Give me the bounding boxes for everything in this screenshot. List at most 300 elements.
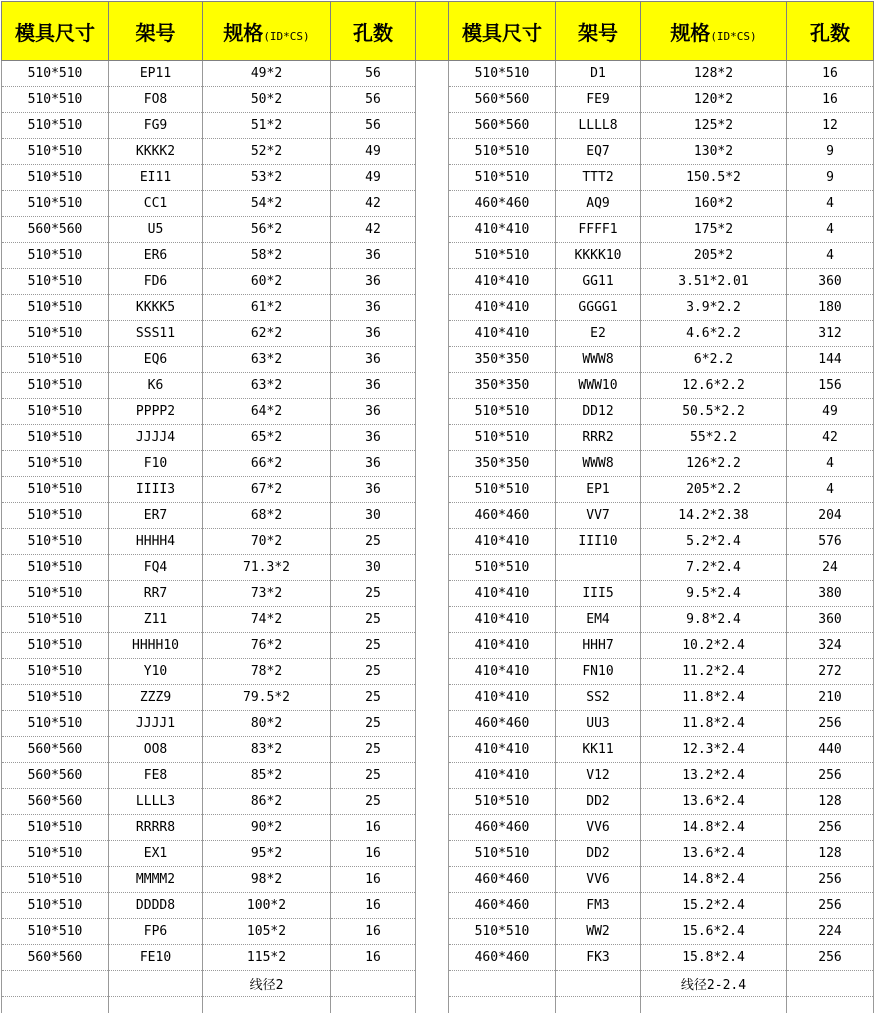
left-rack-no-cell: FQ4: [109, 555, 203, 581]
left-rack-no-cell: ZZZ9: [109, 685, 203, 711]
gap-cell: [416, 789, 449, 815]
right-spec-cell: 11.8*2.4: [641, 685, 787, 711]
right-spec-cell: 125*2: [641, 113, 787, 139]
gap-cell: [416, 61, 449, 87]
table-row: [2, 763, 874, 789]
left-mold-size-cell: 510*510: [2, 269, 109, 295]
right-mold-size-cell: 410*410: [449, 295, 556, 321]
right-hole-count-cell: 256: [787, 867, 874, 893]
gap-cell: [416, 217, 449, 243]
left-mold-size-cell: 560*560: [2, 945, 109, 971]
right-hole-count-cell: 9: [787, 165, 874, 191]
right-mold-size-cell: 510*510: [449, 919, 556, 945]
right-hole-count-cell: 224: [787, 919, 874, 945]
right-spec-cell: 13.6*2.4: [641, 789, 787, 815]
right-spec-cell: 9.5*2.4: [641, 581, 787, 607]
header-spec-right: [641, 2, 787, 61]
left-rack-no-cell: EP11: [109, 61, 203, 87]
left-rack-no-cell: F10: [109, 451, 203, 477]
right-rack-no-cell: E2: [556, 321, 641, 347]
left-hole-count-cell: 36: [331, 321, 416, 347]
right-mold-size-cell: 410*410: [449, 659, 556, 685]
table-row: [2, 555, 874, 581]
right-spec-cell: 13.6*2.4: [641, 841, 787, 867]
left-mold-size-cell: 560*560: [2, 763, 109, 789]
table-row: [2, 347, 874, 373]
left-spec-cell: 52*2: [203, 139, 331, 165]
gap-cell: [416, 399, 449, 425]
right-rack-no-cell: FK3: [556, 945, 641, 971]
left-mold-size-cell: 510*510: [2, 867, 109, 893]
table-row: [2, 425, 874, 451]
gap-cell: [416, 945, 449, 971]
left-mold-size-cell: 510*510: [2, 633, 109, 659]
right-spec-cell: 205*2.2: [641, 477, 787, 503]
right-spec-cell: 205*2: [641, 243, 787, 269]
gap-cell: [416, 165, 449, 191]
left-mold-size-cell: 560*560: [2, 789, 109, 815]
right-mold-size-cell: 410*410: [449, 217, 556, 243]
left-rack-no-cell: CC1: [109, 191, 203, 217]
right-rack-no-cell: [556, 555, 641, 581]
right-mold-size-cell: 460*460: [449, 191, 556, 217]
left-mold-size-cell: 510*510: [2, 113, 109, 139]
right-spec-cell: 10.2*2.4: [641, 633, 787, 659]
left-spec-cell: 67*2: [203, 477, 331, 503]
left-mold-size-cell: 560*560: [2, 217, 109, 243]
right-mold-size-cell: 460*460: [449, 711, 556, 737]
left-spec-cell: 53*2: [203, 165, 331, 191]
right-hole-count-cell: 4: [787, 477, 874, 503]
right-hole-count-cell: 440: [787, 737, 874, 763]
left-spec-cell: 68*2: [203, 503, 331, 529]
right-mold-size-cell: 560*560: [449, 87, 556, 113]
right-mold-size-cell: 410*410: [449, 685, 556, 711]
table-row: [2, 243, 874, 269]
header-rack-no-right: 架号: [556, 2, 641, 61]
right-spec-cell: 150.5*2: [641, 165, 787, 191]
left-hole-count-cell: 36: [331, 347, 416, 373]
left-spec-cell: 62*2: [203, 321, 331, 347]
left-hole-count-cell: 36: [331, 477, 416, 503]
right-mold-size-cell: 510*510: [449, 243, 556, 269]
right-spec-cell: 14.2*2.38: [641, 503, 787, 529]
right-rack-no-cell: EM4: [556, 607, 641, 633]
right-rack-no-cell: FFFF1: [556, 217, 641, 243]
left-rack-no-cell: FG9: [109, 113, 203, 139]
right-rack-no-cell: DD12: [556, 399, 641, 425]
left-hole-count-cell: 36: [331, 425, 416, 451]
right-hole-count-cell: 24: [787, 555, 874, 581]
table-row: [2, 633, 874, 659]
left-hole-count-cell: 42: [331, 191, 416, 217]
right-hole-count-cell: 256: [787, 815, 874, 841]
left-mold-size-cell: 510*510: [2, 607, 109, 633]
right-mold-size-cell: 560*560: [449, 113, 556, 139]
table-row: [2, 607, 874, 633]
table-row: [2, 737, 874, 763]
right-mold-size-cell: 410*410: [449, 763, 556, 789]
left-rack-no-cell: KKKK2: [109, 139, 203, 165]
left-mold-size-cell: 510*510: [2, 425, 109, 451]
right-hole-count-cell: 128: [787, 789, 874, 815]
right-rack-no-cell: LLLL8: [556, 113, 641, 139]
left-spec-cell: 86*2: [203, 789, 331, 815]
right-spec-cell: 128*2: [641, 61, 787, 87]
gap-cell: [416, 737, 449, 763]
gap-cell: [416, 373, 449, 399]
left-rack-no-cell: JJJJ4: [109, 425, 203, 451]
right-hole-count-cell: 360: [787, 269, 874, 295]
right-hole-count-cell: 12: [787, 113, 874, 139]
gap-cell: [416, 841, 449, 867]
right-rack-no-cell: HHH7: [556, 633, 641, 659]
left-mold-size-cell: 510*510: [2, 893, 109, 919]
left-rack-no-cell: K6: [109, 373, 203, 399]
right-hole-count-cell: 144: [787, 347, 874, 373]
left-hole-count-cell: 16: [331, 893, 416, 919]
gap-cell: [416, 633, 449, 659]
right-mold-size-cell: 510*510: [449, 477, 556, 503]
right-rack-no-cell: FE9: [556, 87, 641, 113]
left-rack-no-cell: RR7: [109, 581, 203, 607]
right-rack-no-cell: WWW10: [556, 373, 641, 399]
left-rack-no-cell: EI11: [109, 165, 203, 191]
header-spec-sub: (ID*CS): [710, 30, 756, 43]
gap-cell: [416, 659, 449, 685]
right-spec-cell: 3.51*2.01: [641, 269, 787, 295]
left-hole-count-cell: 25: [331, 711, 416, 737]
left-spec-cell: 71.3*2: [203, 555, 331, 581]
header-spec-sub: (ID*CS): [263, 30, 309, 43]
left-rack-no-cell: JJJJ1: [109, 711, 203, 737]
right-hole-count-cell: 128: [787, 841, 874, 867]
left-hole-count-cell: 36: [331, 243, 416, 269]
table-row: [2, 867, 874, 893]
left-spec-cell: 95*2: [203, 841, 331, 867]
right-hole-count-cell: 380: [787, 581, 874, 607]
right-mold-size-cell: 410*410: [449, 607, 556, 633]
right-hole-count-cell: 4: [787, 217, 874, 243]
header-row: [2, 2, 874, 61]
left-hole-count-cell: 30: [331, 503, 416, 529]
left-rack-no-cell: OO8: [109, 737, 203, 763]
right-spec-cell: 5.2*2.4: [641, 529, 787, 555]
right-rack-no-cell: GGGG1: [556, 295, 641, 321]
left-mold-size-cell: 510*510: [2, 347, 109, 373]
right-rack-no-cell: GG11: [556, 269, 641, 295]
right-hole-count-cell: 49: [787, 399, 874, 425]
left-mold-size-cell: 510*510: [2, 321, 109, 347]
left-hole-count-cell: 36: [331, 269, 416, 295]
right-rack-no-cell: UU3: [556, 711, 641, 737]
table-row: [2, 815, 874, 841]
right-rack-no-cell: WW2: [556, 919, 641, 945]
left-mold-size-cell: 510*510: [2, 919, 109, 945]
left-spec-cell: 80*2: [203, 711, 331, 737]
left-rack-no-cell: FP6: [109, 919, 203, 945]
left-hole-count-cell: 16: [331, 815, 416, 841]
gap-cell: [416, 711, 449, 737]
footer-right-note: 线径2-2.4: [641, 971, 787, 997]
right-hole-count-cell: 360: [787, 607, 874, 633]
table-row: [2, 477, 874, 503]
right-mold-size-cell: 410*410: [449, 269, 556, 295]
left-mold-size-cell: 510*510: [2, 243, 109, 269]
right-mold-size-cell: 350*350: [449, 347, 556, 373]
gap-cell: [416, 87, 449, 113]
left-rack-no-cell: LLLL3: [109, 789, 203, 815]
left-rack-no-cell: RRRR8: [109, 815, 203, 841]
right-hole-count-cell: 256: [787, 763, 874, 789]
right-mold-size-cell: 410*410: [449, 737, 556, 763]
right-hole-count-cell: 4: [787, 451, 874, 477]
left-spec-cell: 115*2: [203, 945, 331, 971]
left-hole-count-cell: 16: [331, 919, 416, 945]
right-spec-cell: 12.3*2.4: [641, 737, 787, 763]
right-hole-count-cell: 4: [787, 191, 874, 217]
left-hole-count-cell: 56: [331, 113, 416, 139]
left-hole-count-cell: 25: [331, 659, 416, 685]
right-rack-no-cell: EP1: [556, 477, 641, 503]
table-row: [2, 373, 874, 399]
left-hole-count-cell: 56: [331, 61, 416, 87]
gap-cell: [416, 581, 449, 607]
left-spec-cell: 66*2: [203, 451, 331, 477]
right-rack-no-cell: V12: [556, 763, 641, 789]
right-spec-cell: 175*2: [641, 217, 787, 243]
left-spec-cell: 65*2: [203, 425, 331, 451]
right-rack-no-cell: D1: [556, 61, 641, 87]
gap-cell: [416, 295, 449, 321]
table-row: [2, 217, 874, 243]
left-mold-size-cell: 510*510: [2, 373, 109, 399]
right-hole-count-cell: 4: [787, 243, 874, 269]
table-row: [2, 919, 874, 945]
right-spec-cell: 14.8*2.4: [641, 867, 787, 893]
right-hole-count-cell: 16: [787, 87, 874, 113]
left-mold-size-cell: 510*510: [2, 711, 109, 737]
left-rack-no-cell: EX1: [109, 841, 203, 867]
right-spec-cell: 120*2: [641, 87, 787, 113]
right-hole-count-cell: 9: [787, 139, 874, 165]
left-hole-count-cell: 49: [331, 165, 416, 191]
left-rack-no-cell: FE8: [109, 763, 203, 789]
left-hole-count-cell: 25: [331, 581, 416, 607]
left-mold-size-cell: 510*510: [2, 555, 109, 581]
table-row: [2, 113, 874, 139]
footer-note-row: [2, 971, 874, 997]
right-mold-size-cell: 410*410: [449, 633, 556, 659]
gap-cell: [416, 451, 449, 477]
left-spec-cell: 73*2: [203, 581, 331, 607]
gap-cell: [416, 191, 449, 217]
left-mold-size-cell: 510*510: [2, 399, 109, 425]
left-spec-cell: 79.5*2: [203, 685, 331, 711]
right-spec-cell: 14.8*2.4: [641, 815, 787, 841]
table-row: [2, 295, 874, 321]
left-rack-no-cell: EQ6: [109, 347, 203, 373]
left-hole-count-cell: 25: [331, 789, 416, 815]
table-row: [2, 269, 874, 295]
right-rack-no-cell: SS2: [556, 685, 641, 711]
left-rack-no-cell: ER7: [109, 503, 203, 529]
gap-cell: [416, 893, 449, 919]
table-row: [2, 841, 874, 867]
left-spec-cell: 78*2: [203, 659, 331, 685]
left-mold-size-cell: 510*510: [2, 139, 109, 165]
left-mold-size-cell: 560*560: [2, 737, 109, 763]
left-mold-size-cell: 510*510: [2, 87, 109, 113]
right-mold-size-cell: 460*460: [449, 945, 556, 971]
left-rack-no-cell: Z11: [109, 607, 203, 633]
left-spec-cell: 60*2: [203, 269, 331, 295]
table-row: [2, 399, 874, 425]
left-mold-size-cell: 510*510: [2, 685, 109, 711]
left-hole-count-cell: 49: [331, 139, 416, 165]
table-row: [2, 529, 874, 555]
right-hole-count-cell: 180: [787, 295, 874, 321]
right-spec-cell: 160*2: [641, 191, 787, 217]
right-mold-size-cell: 510*510: [449, 789, 556, 815]
gap-cell: [416, 763, 449, 789]
right-spec-cell: 15.6*2.4: [641, 919, 787, 945]
left-mold-size-cell: 510*510: [2, 841, 109, 867]
gap-cell: [416, 139, 449, 165]
left-mold-size-cell: 510*510: [2, 815, 109, 841]
left-hole-count-cell: 25: [331, 607, 416, 633]
right-mold-size-cell: 460*460: [449, 893, 556, 919]
right-spec-cell: 9.8*2.4: [641, 607, 787, 633]
gap-cell: [416, 269, 449, 295]
left-hole-count-cell: 25: [331, 529, 416, 555]
left-mold-size-cell: 510*510: [2, 659, 109, 685]
right-mold-size-cell: 510*510: [449, 61, 556, 87]
table-row: [2, 685, 874, 711]
right-mold-size-cell: 510*510: [449, 165, 556, 191]
gap-cell: [416, 815, 449, 841]
right-mold-size-cell: 460*460: [449, 503, 556, 529]
header-hole-count-right: 孔数: [787, 2, 874, 61]
right-hole-count-cell: 256: [787, 945, 874, 971]
header-mold-size-right: 模具尺寸: [449, 2, 556, 61]
right-rack-no-cell: VV7: [556, 503, 641, 529]
right-spec-cell: 126*2.2: [641, 451, 787, 477]
gap-cell: [416, 607, 449, 633]
left-spec-cell: 70*2: [203, 529, 331, 555]
left-hole-count-cell: 16: [331, 945, 416, 971]
left-spec-cell: 105*2: [203, 919, 331, 945]
right-spec-cell: 7.2*2.4: [641, 555, 787, 581]
table-row: [2, 659, 874, 685]
left-hole-count-cell: 36: [331, 399, 416, 425]
gap-cell: [416, 321, 449, 347]
left-spec-cell: 74*2: [203, 607, 331, 633]
left-spec-cell: 50*2: [203, 87, 331, 113]
right-hole-count-cell: 156: [787, 373, 874, 399]
left-spec-cell: 54*2: [203, 191, 331, 217]
right-hole-count-cell: 312: [787, 321, 874, 347]
left-hole-count-cell: 36: [331, 373, 416, 399]
right-hole-count-cell: 256: [787, 893, 874, 919]
gap-cell: [416, 867, 449, 893]
gap-cell: [416, 555, 449, 581]
left-hole-count-cell: 30: [331, 555, 416, 581]
left-mold-size-cell: 510*510: [2, 61, 109, 87]
right-hole-count-cell: 576: [787, 529, 874, 555]
left-spec-cell: 76*2: [203, 633, 331, 659]
right-rack-no-cell: III5: [556, 581, 641, 607]
gap-cell: [416, 113, 449, 139]
right-rack-no-cell: III10: [556, 529, 641, 555]
header-spec-left: [203, 2, 331, 61]
left-rack-no-cell: FO8: [109, 87, 203, 113]
table-row: [2, 61, 874, 87]
header-rack-no-left: 架号: [109, 2, 203, 61]
left-hole-count-cell: 25: [331, 737, 416, 763]
left-spec-cell: 90*2: [203, 815, 331, 841]
left-rack-no-cell: U5: [109, 217, 203, 243]
left-hole-count-cell: 36: [331, 295, 416, 321]
right-rack-no-cell: FN10: [556, 659, 641, 685]
right-rack-no-cell: DD2: [556, 789, 641, 815]
left-hole-count-cell: 16: [331, 867, 416, 893]
right-spec-cell: 55*2.2: [641, 425, 787, 451]
table-row: [2, 165, 874, 191]
table-row: [2, 789, 874, 815]
gap-cell: [416, 685, 449, 711]
right-spec-cell: 15.8*2.4: [641, 945, 787, 971]
right-rack-no-cell: DD2: [556, 841, 641, 867]
right-rack-no-cell: VV6: [556, 815, 641, 841]
table-row: [2, 945, 874, 971]
table-row: [2, 893, 874, 919]
table-row: [2, 581, 874, 607]
right-rack-no-cell: TTT2: [556, 165, 641, 191]
blank-row: [2, 997, 874, 1013]
left-mold-size-cell: 510*510: [2, 191, 109, 217]
left-spec-cell: 61*2: [203, 295, 331, 321]
right-hole-count-cell: 210: [787, 685, 874, 711]
header-mold-size-left: 模具尺寸: [2, 2, 109, 61]
mold-spec-table: [1, 1, 874, 1013]
left-mold-size-cell: 510*510: [2, 295, 109, 321]
left-rack-no-cell: Y10: [109, 659, 203, 685]
gap-cell: [416, 425, 449, 451]
table-row: [2, 87, 874, 113]
right-hole-count-cell: 324: [787, 633, 874, 659]
right-mold-size-cell: 510*510: [449, 399, 556, 425]
left-spec-cell: 63*2: [203, 373, 331, 399]
left-rack-no-cell: SSS11: [109, 321, 203, 347]
right-rack-no-cell: KKKK10: [556, 243, 641, 269]
right-hole-count-cell: 256: [787, 711, 874, 737]
right-spec-cell: 50.5*2.2: [641, 399, 787, 425]
header-hole-count-left: 孔数: [331, 2, 416, 61]
right-mold-size-cell: 510*510: [449, 425, 556, 451]
right-spec-cell: 11.8*2.4: [641, 711, 787, 737]
right-mold-size-cell: 410*410: [449, 529, 556, 555]
right-hole-count-cell: 16: [787, 61, 874, 87]
footer-left-note: 线径2: [203, 971, 331, 997]
right-mold-size-cell: 350*350: [449, 373, 556, 399]
right-mold-size-cell: 510*510: [449, 841, 556, 867]
table-body: [2, 61, 874, 1013]
right-mold-size-cell: 410*410: [449, 321, 556, 347]
left-rack-no-cell: HHHH10: [109, 633, 203, 659]
right-mold-size-cell: 510*510: [449, 139, 556, 165]
left-spec-cell: 83*2: [203, 737, 331, 763]
